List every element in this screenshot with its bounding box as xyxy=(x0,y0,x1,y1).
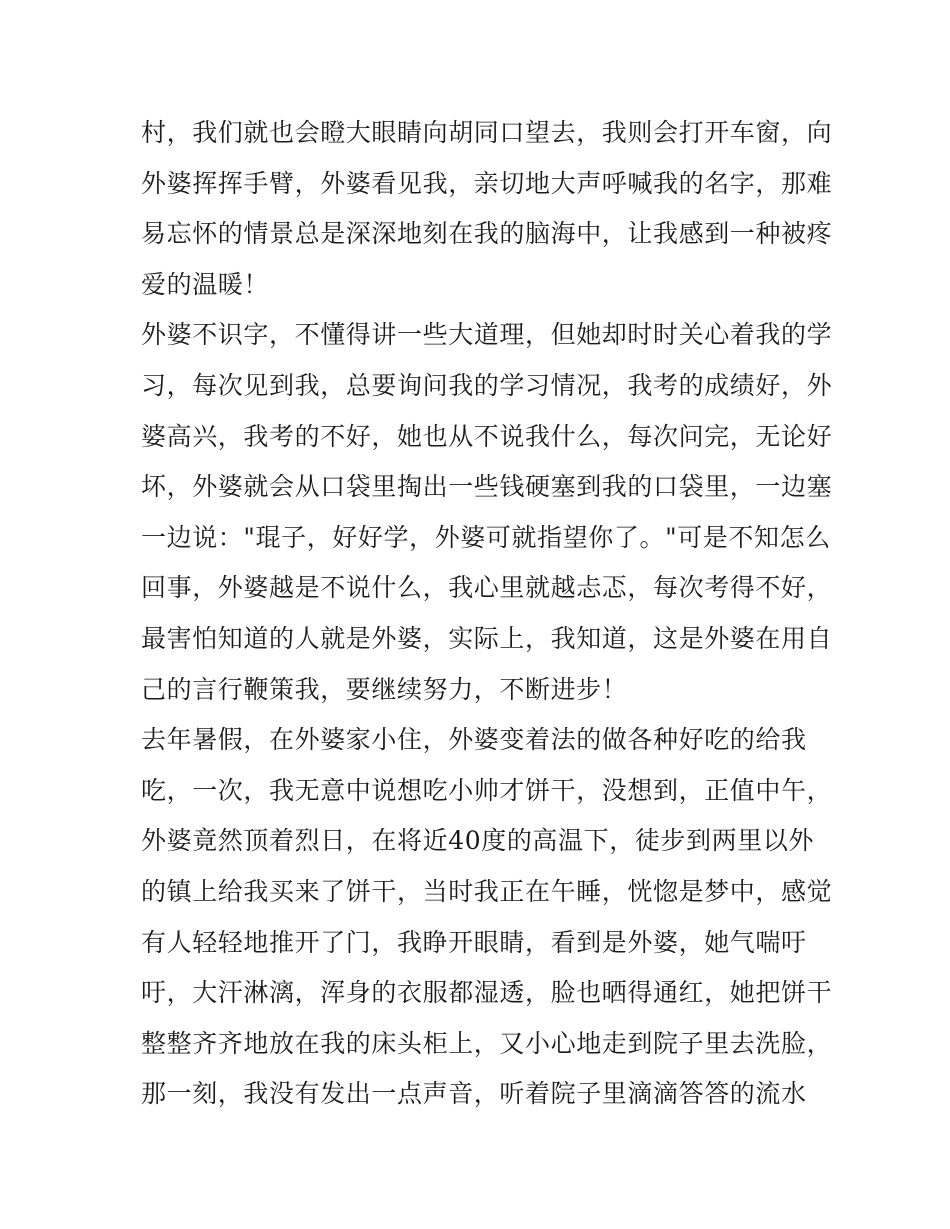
text-line: 吃，一次，我无意中说想吃小帅才饼干，没想到，正值中午， xyxy=(141,775,833,805)
text-line: 外婆挥挥手臂，外婆看见我，亲切地大声呼喊我的名字，那难 xyxy=(141,168,833,198)
text-line: 最害怕知道的人就是外婆，实际上，我知道，这是外婆在用自 xyxy=(141,623,833,653)
text-line: 回事，外婆越是不说什么，我心里就越忐忑，每次考得不好， xyxy=(141,573,833,603)
text-line: 有人轻轻地推开了门，我睁开眼睛，看到是外婆，她气喘吁 xyxy=(141,927,807,957)
text-line: 己的言行鞭策我，要继续努力，不断进步！ xyxy=(141,674,628,704)
text-line: 整整齐齐地放在我的床头柜上，又小心地走到院子里去洗脸， xyxy=(141,1028,833,1058)
text-line: 的镇上给我买来了饼干，当时我正在午睡，恍惚是梦中，感觉 xyxy=(141,876,833,906)
text-line: 易忘怀的情景总是深深地刻在我的脑海中，让我感到一种被疼 xyxy=(141,219,833,249)
text-line: 去年暑假，在外婆家小住，外婆变着法的做各种好吃的给我 xyxy=(141,725,807,755)
text-line: 外婆竟然顶着烈日，在将近40度的高温下，徒步到两里以外 xyxy=(141,826,815,856)
text-line: 坏，外婆就会从口袋里掏出一些钱硬塞到我的口袋里，一边塞 xyxy=(141,472,833,502)
text-line: 一边说："琨子，好好学，外婆可就指望你了。"可是不知怎么 xyxy=(141,522,831,552)
text-line: 吁，大汗淋漓，浑身的衣服都湿透，脸也晒得通红，她把饼干 xyxy=(141,978,833,1008)
text-line: 外婆不识字，不懂得讲一些大道理，但她却时时关心着我的学 xyxy=(141,320,833,350)
text-line: 那一刻，我没有发出一点声音，听着院子里滴滴答答的流水 xyxy=(141,1079,807,1109)
text-line: 婆高兴，我考的不好，她也从不说我什么，每次问完，无论好 xyxy=(141,421,833,451)
text-line: 爱的温暖！ xyxy=(141,269,270,299)
document-body xyxy=(141,108,833,1120)
text-line: 村，我们就也会瞪大眼睛向胡同口望去，我则会打开车窗，向 xyxy=(141,118,833,147)
text-line: 习，每次见到我，总要询问我的学习情况，我考的成绩好，外 xyxy=(141,370,833,400)
